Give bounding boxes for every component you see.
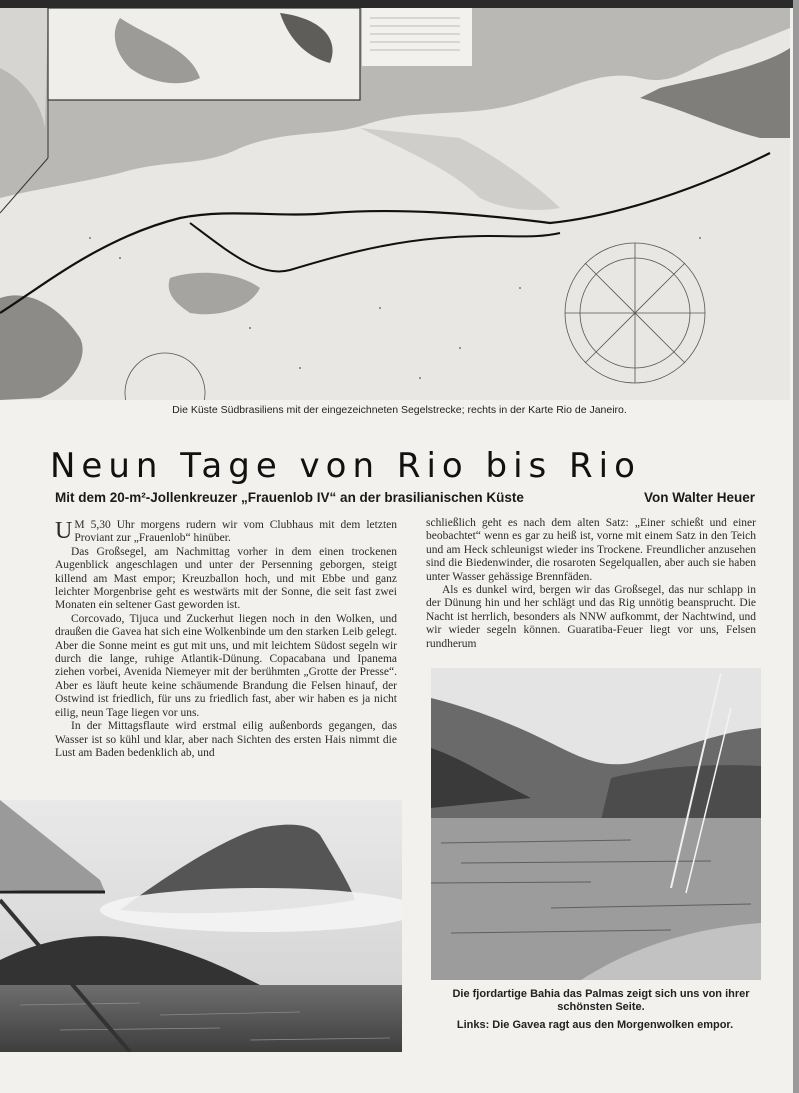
article-column-left (55, 519, 397, 760)
paragraph-6: Als es dunkel wird, bergen wir das Großsegel, das nur schlapp in der Dünung hin und her schlägt und das Rig unnötig beansprucht. Die Nacht ist herrlich, besonders als NNW aufkommt, der Nachtwind, und wir wieder segeln können. Guaratiba-Feuer liegt vor uns, Felsen rundherum (426, 584, 756, 650)
article-byline: Von Walter Heuer (643, 490, 755, 505)
article-title: Neun Tage von Rio bis Rio (50, 446, 641, 486)
bahia-photo-illustration (431, 668, 761, 980)
article-subtitle: Mit dem 20-m²-Jollenkreuzer „Frauenlob IV“ an der brasilianischen Küste (55, 490, 524, 505)
paragraph-4: In der Mittagsflaute wird erstmal eilig außenbords gegangen, das Wasser ist so kühl und klar, aber nach Sichten des ersten Hais nimmt die Lust am Baden bedenklich ab, und (55, 720, 397, 759)
article-column-right (426, 517, 756, 651)
caption-gavea: Links: Die Gavea ragt aus den Morgenwolken empor. (456, 1019, 734, 1031)
caption-bahia-das-palmas: Die fjordartige Bahia das Palmas zeigt sich uns von ihrer schönsten Seite. (452, 988, 750, 1013)
paragraph-1: U M 5,30 Uhr morgens rudern wir vom Clubhaus mit dem letzten Proviant zur „Frauenlob“ hinüber. (55, 518, 397, 545)
page-top-edge (0, 0, 799, 8)
map-caption: Die Küste Südbrasiliens mit der eingezeichneten Segelstrecke; rechts in der Karte Rio de Janeiro. (172, 404, 627, 416)
sailing-route-map (0, 8, 790, 400)
page-right-edge (793, 0, 799, 1093)
map-illustration (0, 8, 790, 400)
paragraph-5: schließlich geht es nach dem alten Satz: „Einer schießt und einer beobachtet“ wenn es gar zu heiß ist, vorne mit einem Satz in den Teich und am Heck schleunigst wieder ins Trockene. Freundlicher anzusehen sind die Biedenwinder, die rosaroten Segelquallen, aber auch sie haben unter Wasser gehässige Brennfäden. (426, 517, 756, 583)
paragraph-3: Corcovado, Tijuca und Zuckerhut liegen noch in den Wolken, und draußen die Gavea hat sich eine Wolkenbinde um den starken Leib gelegt. Aber die Sonne meint es gut mit uns, und mit leichtem Südost segeln wir durch die lange, ruhige Atlantik-Dünung. Copacabana und Ipanema ziehen vorbei, Avenida Niemeyer mit der berühmten „Grotte der Presse“. Aber es läuft heute keine schäumende Brandung die Felsen hinauf, der Ostwind ist friedlich, für uns zu friedlich fast, aber wir haben es ja nicht eilig, neun Tage liegen vor uns. (55, 612, 397, 719)
gavea-photo-illustration (0, 800, 402, 1052)
drop-cap: U (55, 518, 73, 544)
photo-gavea (0, 800, 402, 1052)
photo-bahia-das-palmas (431, 668, 761, 980)
paragraph-2: Das Großsegel, am Nachmittag vorher in dem einen trockenen Augenblick angeschlagen und unter der Persenning geborgen, steigt killend am Mast empor; Kreuzballon hoch, und mit Ebbe und ganz leichter Morgenbrise geht es westwärts mit der Sonne, die seit fast zwei Monaten ein seltener Gast geworden ist. (55, 545, 397, 612)
